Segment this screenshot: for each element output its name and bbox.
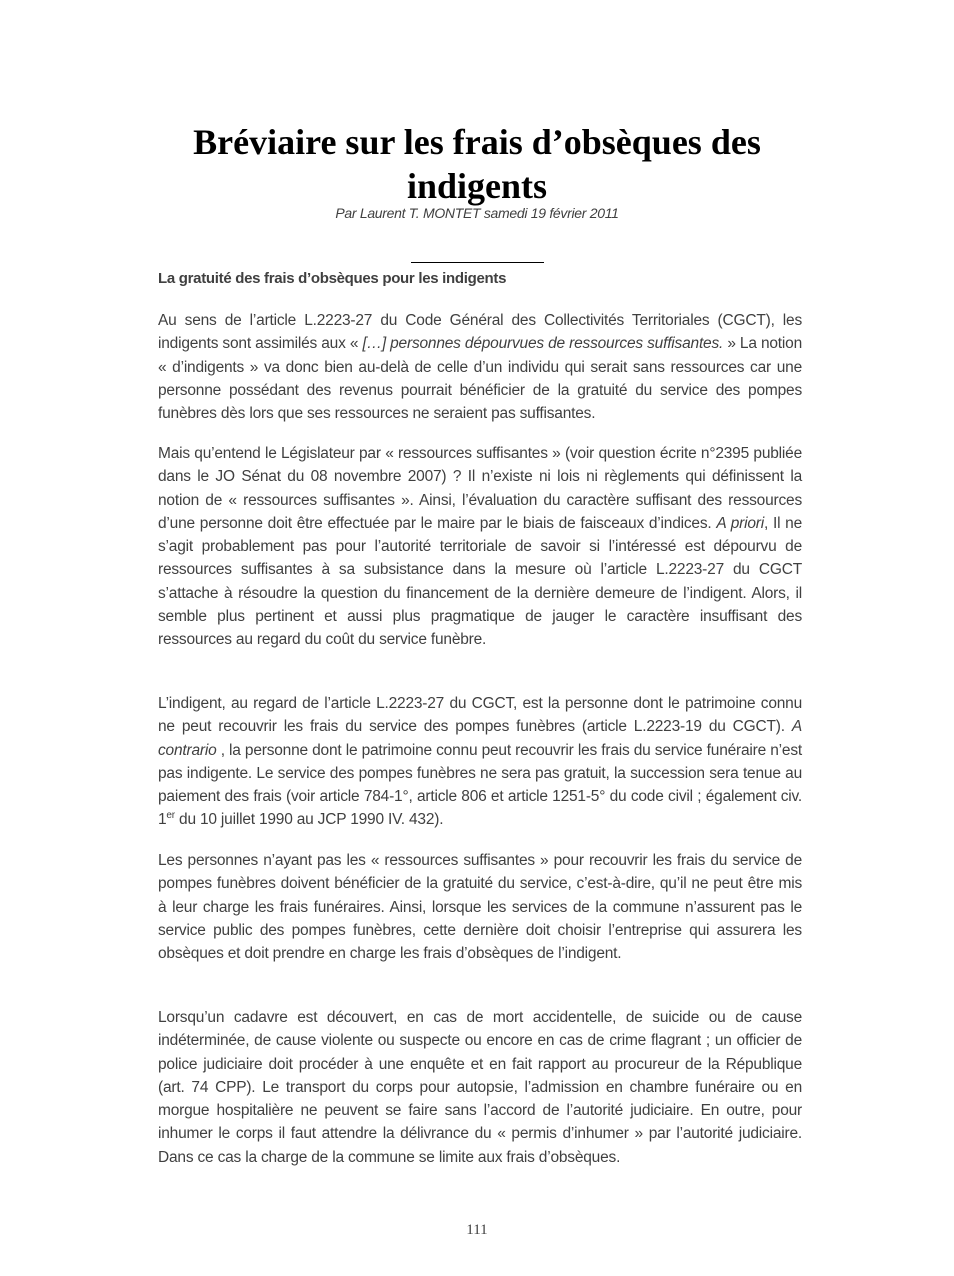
page-number: 111 (466, 1222, 488, 1238)
separator-line (411, 262, 544, 263)
paragraph-text: , la personne dont le patrimoine connu peut recouvrir les frais du service funéraire n’est pas indigente. Le service des pompes funèbres ne sera pas gratuit, la succession sera tenue au paiement des frais (voir article 784-1°, article 806 et article 1251-5° du code civil ; également civ. 1 (158, 741, 802, 829)
author-byline: Par Laurent T. MONTET samedi 19 février 2011 (335, 205, 619, 221)
section-heading: La gratuité des frais d’obsèques pour les indigents (158, 270, 507, 287)
paragraph-4: Les personnes n’ayant pas les « ressources suffisantes » pour recouvrir les frais du service de pompes funèbres doivent bénéficier de la gratuité du service, c’est-à-dire, qu’il ne peut être mis à leur charge les frais funéraires. Ainsi, lorsque les services de la commune n’assurent pas le service public des pompes funèbres, cette dernière doit choisir l’entreprise qui assurera les obsèques et doit prendre en charge les frais d’obsèques de l’indigent. (158, 852, 802, 963)
paragraph-text: Mais qu’entend le Législateur par « ressources suffisantes » (voir question écrite n°2395 publiée dans le JO Sénat du 08 novembre 2007) ? Il n’existe ni lois ni règlements qui définissent la notion de « ressources suffisantes ». Ainsi, l’évaluation du caractère suffisant des ressources d’une personne doit être effectuée par le maire par le biais de faisceaux d’indices. (158, 445, 802, 532)
paragraph-italic-term: A priori (716, 514, 765, 532)
paragraph-text: du 10 juillet 1990 au JCP 1990 IV. 432). (174, 811, 444, 829)
paragraph-5: Lorsqu’un cadavre est découvert, en cas de mort accidentelle, de suicide ou de cause indéterminée, de cause violente ou suspecte ou encore en cas de crime flagrant ; un officier de police judiciaire doit procéder à une enquête et en fait rapport au procureur de la République (art. 74 CPP). Le transport du corps pour autopsie, l’admission en chambre funéraire ou en morgue hospitalière ne peuvent se faire sans l’accord de l’autorité judiciaire. En outre, pour inhumer le corps il faut attendre la délivrance du « permis d’inhumer » par l’autorité judiciaire. Dans ce cas la charge de la commune se limite aux frais d’obsèques. (158, 1009, 802, 1166)
paragraph-text: , Il ne s’agit probablement pas pour l’autorité territoriale de savoir si l’intéressé est dépourvu de ressources suffisantes à sa subsistance dans la mesure où l’article L.2223-27 du CGCT s’attache à résoudre la question du financement de la dernière demeure de l’indigent. Alors, il semble plus pertinent et aussi plus pragmatique de jauger le caractère insuffisant des ressources au regard du coût du service funèbre. (158, 514, 803, 649)
paragraph-text: Au sens de l’article L.2223-27 du Code Général des Collectivités Territoriales (CGCT), les indigents sont assimilés aux « (158, 312, 802, 353)
document-title: Bréviaire sur les frais d’obsèques des indigents (193, 122, 761, 206)
paragraph-quote-italic: […] personnes dépourvues de ressources suffisantes. (362, 335, 724, 353)
superscript: er (166, 810, 175, 822)
paragraph-text: » La notion « d’indigents » va donc bien au-delà de celle d’un individu qui serait sans ressources car une personne possédant des revenus pourrait bénéficier de la gratuité du service des pompes funèbres dès lors que ses ressources ne seraient pas suffisantes. (158, 335, 802, 423)
paragraph-text: L’indigent, au regard de l’article L.2223-27 du CGCT, est la personne dont le patrimoine connu ne peut recouvrir les frais du service des pompes funèbres (article L.2223-19 du CGCT). (158, 695, 802, 736)
paragraph-3 (158, 692, 802, 832)
paragraph-italic-term: A contrario (158, 718, 802, 759)
paragraph-2 (158, 442, 802, 652)
paragraph-1 (158, 309, 802, 425)
